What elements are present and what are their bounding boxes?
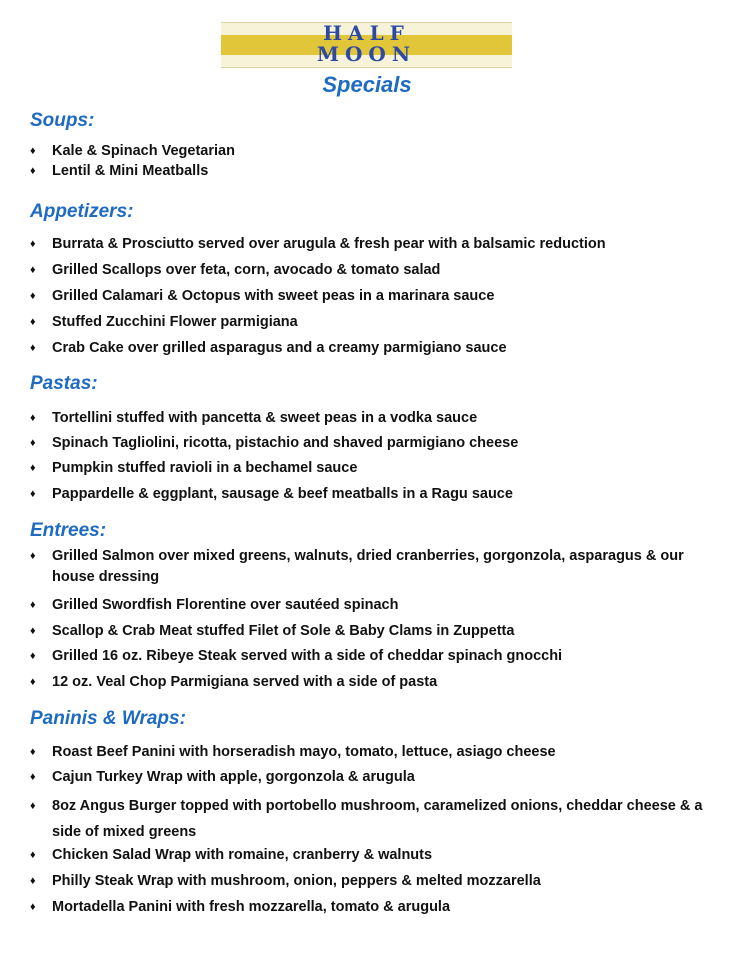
menu-item: ♦ Cajun Turkey Wrap with apple, gorgonzola & arugula: [30, 767, 720, 788]
menu-item: ♦ Roast Beef Panini with horseradish mayo, tomato, lettuce, asiago cheese: [30, 742, 720, 763]
menu-item: ♦ Tortellini stuffed with pancetta & sweet peas in a vodka sauce: [30, 408, 720, 429]
menu-item: ♦ Chicken Salad Wrap with romaine, cranberry & walnuts: [30, 845, 720, 866]
menu-item: ♦ Spinach Tagliolini, ricotta, pistachio and shaved parmigiano cheese: [30, 433, 720, 454]
diamond-bullet-icon: ♦: [30, 437, 36, 449]
section-heading-paninis-wraps: Paninis & Wraps:: [30, 708, 186, 729]
diamond-bullet-icon: ♦: [30, 290, 36, 302]
diamond-bullet-icon: ♦: [30, 771, 36, 783]
diamond-bullet-icon: ♦: [30, 901, 36, 913]
diamond-bullet-icon: ♦: [30, 165, 36, 177]
menu-item: ♦ 8oz Angus Burger topped with portobello mushroom, caramelized onions, cheddar cheese & a side of mixed greens: [30, 793, 720, 845]
menu-item: ♦ Burrata & Prosciutto served over arugula & fresh pear with a balsamic reduction: [30, 234, 720, 255]
menu-item: ♦ Pumpkin stuffed ravioli in a bechamel sauce: [30, 458, 720, 479]
diamond-bullet-icon: ♦: [30, 599, 36, 611]
diamond-bullet-icon: ♦: [30, 238, 36, 250]
menu-item: ♦ 12 oz. Veal Chop Parmigiana served with a side of pasta: [30, 672, 720, 693]
section-heading-appetizers: Appetizers:: [30, 201, 134, 222]
menu-item: ♦ Mortadella Panini with fresh mozzarella, tomato & arugula: [30, 897, 720, 918]
diamond-bullet-icon: ♦: [30, 849, 36, 861]
menu-item: ♦ Grilled Scallops over feta, corn, avocado & tomato salad: [30, 260, 720, 281]
diamond-bullet-icon: ♦: [30, 875, 36, 887]
menu-item: ♦ Lentil & Mini Meatballs: [30, 161, 720, 182]
section-heading-pastas: Pastas:: [30, 373, 98, 394]
diamond-bullet-icon: ♦: [30, 264, 36, 276]
menu-item: ♦ Grilled 16 oz. Ribeye Steak served with a side of cheddar spinach gnocchi: [30, 646, 720, 667]
menu-item: ♦ Philly Steak Wrap with mushroom, onion, peppers & melted mozzarella: [30, 871, 720, 892]
menu-item: ♦ Kale & Spinach Vegetarian: [30, 141, 720, 162]
menu-item: ♦ Pappardelle & eggplant, sausage & beef meatballs in a Ragu sauce: [30, 484, 720, 505]
section-heading-entrees: Entrees:: [30, 520, 107, 541]
menu-item: ♦ Grilled Calamari & Octopus with sweet peas in a marinara sauce: [30, 286, 720, 307]
diamond-bullet-icon: ♦: [30, 462, 36, 474]
diamond-bullet-icon: ♦: [30, 316, 36, 328]
logo-word-2: MOON: [316, 42, 417, 66]
menu-item: ♦ Crab Cake over grilled asparagus and a creamy parmigiano sauce: [30, 338, 720, 359]
half-moon-logo: [221, 22, 512, 68]
diamond-bullet-icon: ♦: [30, 412, 36, 424]
diamond-bullet-icon: ♦: [30, 800, 36, 812]
page-title: Specials: [322, 72, 412, 97]
diamond-bullet-icon: ♦: [30, 550, 36, 562]
menu-item: ♦ Grilled Salmon over mixed greens, walnuts, dried cranberries, gorgonzola, asparagus & our house dressing: [30, 548, 684, 585]
menu-item: ♦ Grilled Swordfish Florentine over sautéed spinach: [30, 595, 720, 616]
diamond-bullet-icon: ♦: [30, 488, 36, 500]
menu-item: ♦ Stuffed Zucchini Flower parmigiana: [30, 312, 720, 333]
diamond-bullet-icon: ♦: [30, 342, 36, 354]
diamond-bullet-icon: ♦: [30, 145, 36, 157]
diamond-bullet-icon: ♦: [30, 625, 36, 637]
section-heading-soups: Soups:: [30, 110, 95, 131]
diamond-bullet-icon: ♦: [30, 746, 36, 758]
logo-word-1: HALF: [323, 21, 410, 45]
diamond-bullet-icon: ♦: [30, 676, 36, 688]
menu-item: ♦ Scallop & Crab Meat stuffed Filet of Sole & Baby Clams in Zuppetta: [30, 621, 720, 642]
diamond-bullet-icon: ♦: [30, 650, 36, 662]
